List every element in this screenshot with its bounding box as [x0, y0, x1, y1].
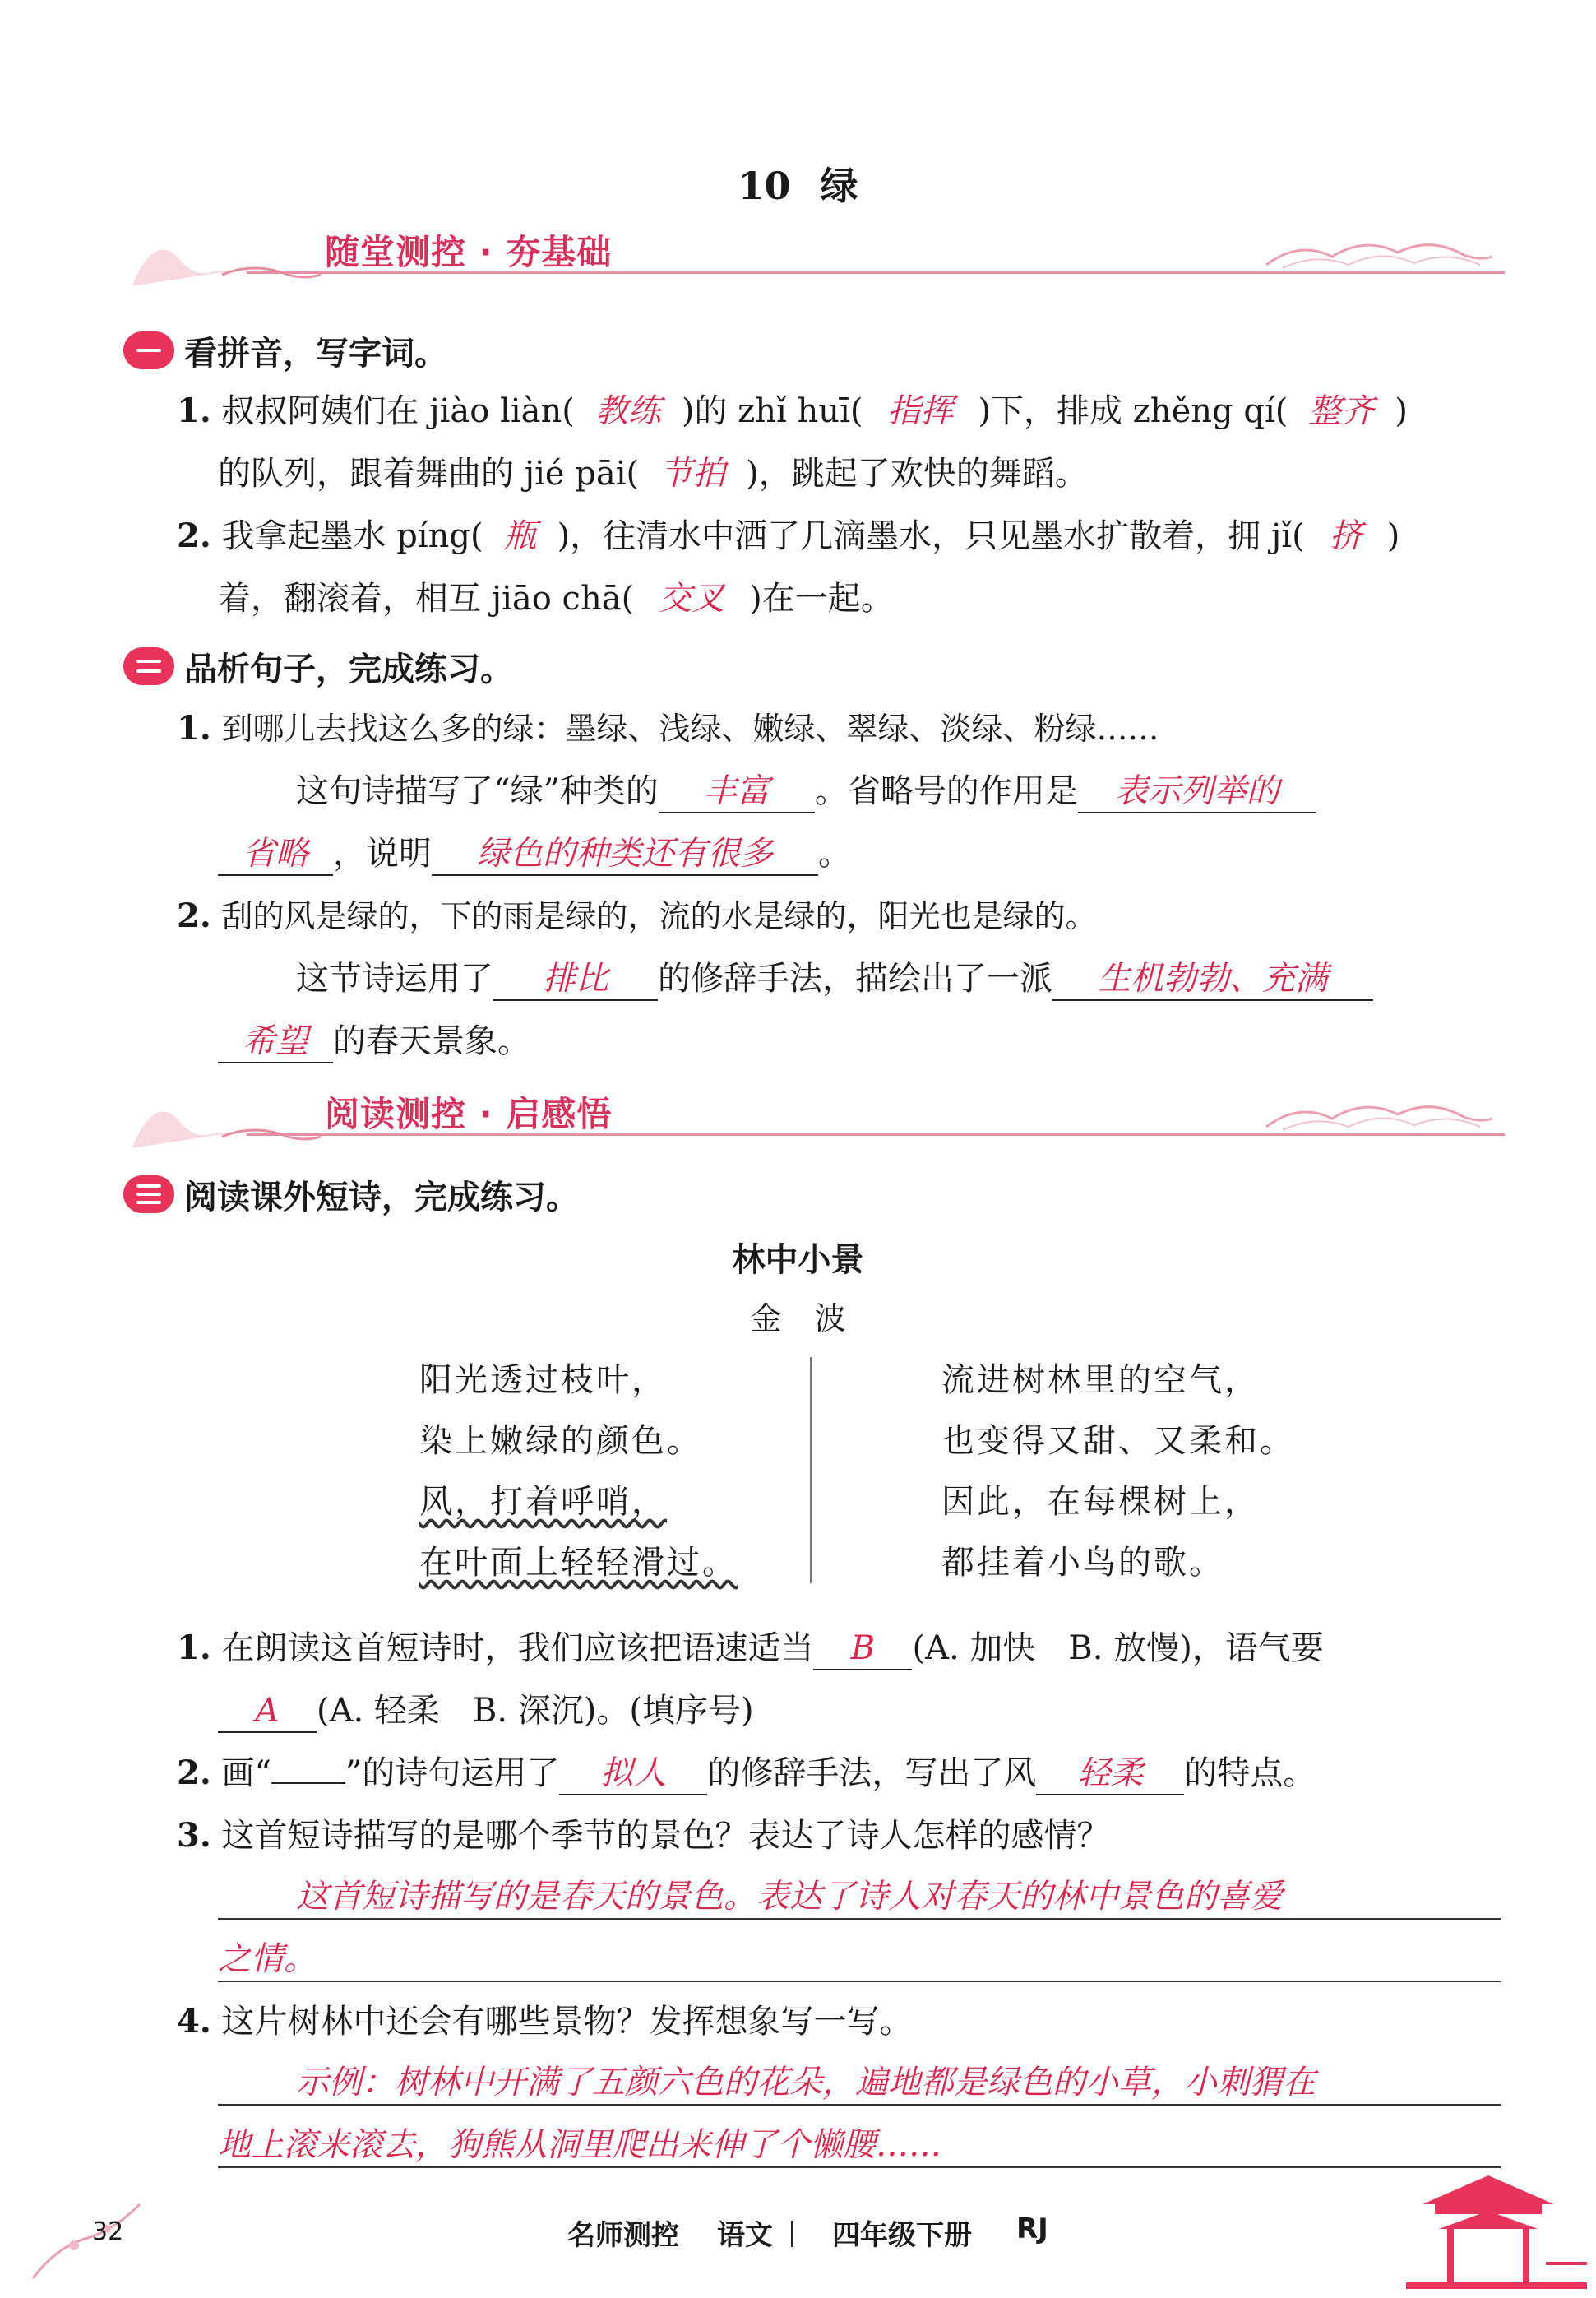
question-text: 我拿起墨水 píng(: [221, 517, 483, 555]
question-text: 的春天景象。: [333, 1022, 530, 1060]
quote-text: 到哪儿去找这么多的绿：墨绿、浅绿、嫩绿、翠绿、淡绿、粉绿……: [221, 711, 1159, 747]
answer-rule: [218, 1918, 1501, 1920]
question-text: (A. 加快 B. 放慢)，语气要: [912, 1629, 1324, 1667]
section-number-badge: [123, 331, 174, 369]
question-text: 这句诗描写了“绿”种类的: [296, 772, 659, 810]
s3-q4-question: [177, 1999, 912, 2045]
s1-q2-line2: [218, 576, 894, 622]
question-text: ，说明: [333, 835, 432, 873]
question-number: 4.: [177, 2002, 211, 2041]
question-text: 这片树林中还会有哪些景物？发挥想象写一写。: [221, 2003, 913, 2041]
s3-q3-answer-line2: 之情。: [218, 1940, 317, 1978]
question-text: 的修辞手法，描绘出了一派: [658, 960, 1052, 998]
answer-blank: A: [218, 1690, 317, 1733]
quote-text: 刮的风是绿的，下的雨是绿的，流的水是绿的，阳光也是绿的。: [221, 898, 1097, 934]
question-text: )下，排成 zhěng qí(: [978, 392, 1288, 430]
answer-text: 整齐: [1308, 392, 1375, 430]
s2-q1-line2: [218, 831, 851, 877]
wavy-line-sample: [271, 1782, 345, 1784]
question-text: 的修辞手法，写出了风: [707, 1754, 1037, 1792]
lesson-name: 绿: [820, 164, 858, 208]
question-text: 。: [818, 835, 851, 873]
section-number-badge: [123, 647, 174, 685]
section-band-2: [123, 1082, 1505, 1156]
cloud-pattern-icon: [1250, 232, 1497, 273]
question-number: 2.: [177, 517, 211, 555]
pavilion-icon: [1390, 2171, 1587, 2295]
poem-divider: [810, 1357, 812, 1583]
poem-line: 阳光透过枝叶，: [419, 1361, 667, 1399]
section-number-badge: [123, 1175, 174, 1213]
answer-blank: 轻柔: [1036, 1753, 1184, 1795]
s1-q1-line1: [177, 388, 1408, 434]
s2-q1-quote: [177, 706, 1159, 752]
underlined-poem-line: 风，打着呼哨，: [419, 1483, 667, 1521]
question-text: 叔叔阿姨们在 jiào liàn(: [221, 392, 575, 430]
question-text: )在一起。: [749, 580, 894, 618]
s2-q2-quote: [177, 893, 1097, 939]
s2-q2-line2: [218, 1018, 530, 1064]
question-text: 这首短诗描写的是哪个季节的景色？表达了诗人怎样的感情？: [221, 1817, 1110, 1855]
question-text: 的队列，跟着舞曲的 jié pāi(: [218, 455, 640, 493]
section-heading-text: 看拼音，写字词。: [184, 334, 447, 373]
s2-q2-line1: [296, 956, 1373, 1002]
answer-text: 挤: [1329, 517, 1362, 555]
underlined-poem-line: 在叶面上轻轻滑过。: [419, 1544, 738, 1582]
section-heading-2: [123, 643, 513, 689]
question-text: (A. 轻柔 B. 深沉)。(填序号): [317, 1692, 754, 1730]
footer-subject: 语文: [717, 2219, 773, 2252]
answer-blank: 排比: [493, 958, 658, 1001]
question-text: )，跳起了欢快的舞蹈。: [746, 455, 1088, 493]
s1-q2-line1: [177, 513, 1399, 559]
s3-q3-answer-line1: 这首短诗描写的是春天的景色。表达了诗人对春天的林中景色的喜爱: [296, 1878, 1283, 1916]
answer-rule: [218, 2166, 1501, 2168]
s2-q1-line1: [296, 768, 1316, 814]
poem-line: [419, 1540, 738, 1586]
answer-text: 交叉: [659, 580, 725, 618]
poem-title: 林中小景: [732, 1241, 864, 1279]
plum-branch-icon: [25, 2171, 148, 2286]
question-text: ): [1386, 517, 1400, 555]
question-number: 1.: [177, 709, 211, 748]
answer-text: 瓶: [503, 517, 537, 555]
lesson-title: [0, 156, 1596, 211]
answer-text: 节拍: [659, 455, 726, 493]
poem-author: 金波: [750, 1300, 879, 1337]
poem-line: 染上嫩绿的颜色。: [419, 1422, 702, 1460]
question-text: )，往清水中洒了几滴墨水，只见墨水扩散着，拥 jǐ(: [557, 517, 1305, 555]
question-number: 2.: [177, 896, 211, 935]
section-heading-3: [123, 1171, 579, 1217]
answer-blank: 表示列举的: [1078, 771, 1316, 813]
section-heading-text: 阅读课外短诗，完成练习。: [184, 1178, 579, 1216]
footer-series: 名师测控: [567, 2219, 679, 2252]
footer-divider: [791, 2221, 793, 2247]
question-text: ): [1395, 392, 1408, 430]
answer-blank: B: [813, 1628, 912, 1670]
answer-text: 教练: [594, 392, 661, 430]
poem-line: 流进树林里的空气，: [941, 1361, 1260, 1399]
answer-blank: 生机勃勃、充满: [1052, 958, 1373, 1001]
poem-line: 都挂着小鸟的歌。: [941, 1544, 1224, 1582]
mountain-mist-icon: [123, 1082, 337, 1156]
question-number: 1.: [177, 391, 211, 430]
s3-q1-line2: [218, 1688, 754, 1734]
s3-q3-question: [177, 1813, 1109, 1859]
question-text: 着，翻滚着，相互 jiāo chā(: [218, 580, 635, 618]
s3-q1-line1: [177, 1625, 1324, 1671]
answer-rule: [218, 2104, 1501, 2106]
answer-blank: 省略: [218, 833, 333, 876]
question-text: 这节诗运用了: [296, 960, 493, 998]
mountain-mist-icon: [123, 220, 337, 294]
poem-line: [419, 1479, 667, 1525]
answer-blank: 丰富: [659, 771, 815, 813]
question-number: 2.: [177, 1754, 211, 1792]
question-number: 1.: [177, 1629, 211, 1667]
answer-rule: [218, 1981, 1501, 1982]
question-text: 画“: [221, 1754, 271, 1792]
s3-q4-answer-line2: 地上滚来滚去，狗熊从洞里爬出来伸了个懒腰……: [218, 2126, 941, 2164]
answer-text: 指挥: [887, 392, 954, 430]
band-title: 随堂测控 · 夯基础: [325, 232, 613, 272]
section-heading-1: [123, 327, 447, 373]
cloud-pattern-icon: [1250, 1094, 1497, 1135]
question-text: 。省略号的作用是: [814, 772, 1078, 810]
question-text: 在朗读这首短诗时，我们应该把语速适当: [221, 1629, 814, 1667]
answer-blank: 希望: [218, 1021, 333, 1063]
poem-line: 也变得又甜、又柔和。: [941, 1422, 1295, 1460]
s3-q2-line: [177, 1750, 1316, 1796]
band-title: 阅读测控 · 启感悟: [325, 1094, 613, 1134]
question-number: 3.: [177, 1816, 211, 1855]
question-text: 的特点。: [1184, 1754, 1316, 1792]
question-text: ”的诗句运用了: [345, 1754, 560, 1792]
poem-line: 因此，在每棵树上，: [941, 1483, 1260, 1521]
s3-q4-answer-line1: 示例：树林中开满了五颜六色的花朵，遍地都是绿色的小草，小刺猬在: [296, 2064, 1316, 2101]
lesson-number: 10: [738, 164, 791, 208]
section-heading-text: 品析句子，完成练习。: [184, 650, 513, 688]
answer-blank: 绿色的种类还有很多: [432, 833, 818, 876]
footer-grade: 四年级下册: [832, 2219, 972, 2252]
question-text: )的 zhǐ huī(: [681, 392, 863, 430]
s1-q1-line2: [218, 451, 1088, 497]
answer-blank: 拟人: [559, 1753, 707, 1795]
footer-edition: RJ: [1016, 2212, 1048, 2245]
section-band-1: [123, 220, 1505, 294]
page-number: 32: [92, 2217, 124, 2246]
